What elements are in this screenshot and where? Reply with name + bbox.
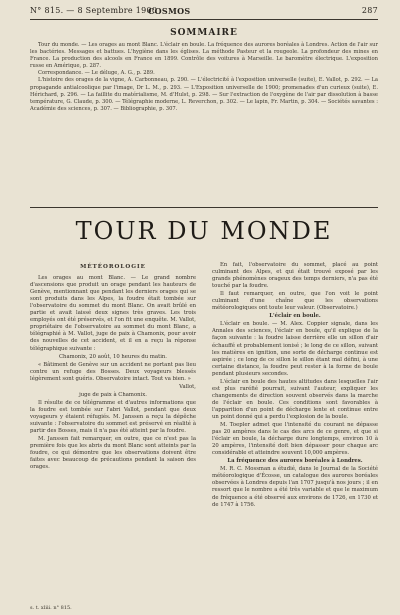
signature: Vallot, (179, 383, 196, 390)
paragraph: En fait, l'observatoire du sommet, placé au point culminant des Alpes, et qui était trouvé exposé par les grands phénomènes orageux des temps derniers, n'a pas été touché par la foudre. (212, 262, 378, 290)
subheading: L'éclair en boule. (269, 313, 321, 320)
issue-number: N° 815. — 8 Septembre 1900 (30, 6, 158, 15)
left-column (30, 262, 196, 472)
journal-name: COSMOS (148, 6, 191, 16)
right-column (212, 262, 378, 510)
subheading: La fréquence des aurores boréales à Londres. (227, 458, 363, 465)
paragraph: M. Janssen fait remarquer, en outre, que ce n'est pas la première fois que les abris du mont Blanc sont atteints par la foudre, ce qui démontre que les observations doivent être faites avec beaucoup de précautions pendant la saison des orages. (30, 436, 196, 471)
sommaire-paragraph: Tour du monde. — Les orages au mont Blanc. L'éclair en boule. La fréquence des aurores boréales à Londres. Action de l'air sur les bactéries. Messages et battues. L'hygiène dans les églises. La méthode Pasteur et la rougeole. La profondeur des mines en France. La production des alcools en France en 1899. Contrôle des voitures à Marseille. Le baromètre électrique. L'exposition russe en Amérique, p. 287. (30, 42, 378, 70)
header-rule (30, 19, 378, 20)
sommaire-body (30, 42, 378, 113)
page-number: 287 (361, 6, 378, 15)
paragraph: Il faut remarquer, en outre, que l'on voit le point culminant d'une chaîne que les observations météorologiques ont toute leur valeur. (Observatoire.) (212, 291, 378, 312)
paragraph: Les orages au mont Blanc. — Le grand nombre d'ascensions que produit un orage pendant les hauteurs de Genève, mentionnant que pendant les derniers orages qui se sont produits dans les Alpes, la foudre était tombée sur l'observatoire du sommet du mont Blanc. On avait brûlé en partie et avait laissé deux signes très graves. Les trois employés ont été préservés, et l'on fit une enquête. M. Vallot, propriétaire de l'observatoire au sommet du mont Blanc, a télégraphié à M. Vallot, juge de paix à Chamonix, pour avoir des nouvelles de cet accident, et il en a reçu la réponse télégraphique suivante : (30, 275, 196, 352)
sommaire-paragraph: Correspondance. — Le déluge, A. G., p. 289. (38, 70, 155, 77)
signature-title: juge de paix à Chamonix. (79, 391, 147, 398)
sommaire-rule (30, 207, 378, 208)
paragraph: L'éclair en boule. — M. Alex. Coppier signale, dans les Annales des sciences, l'éclair en boule, qu'il explique de la façon suivante : la foudre laisse derrière elle un sillon d'air échauffé et probablement ionisé ; le long de ce sillon, suivant les matières en ignition, une sorte de décharge continue est aspirée ; ce long de ce sillon le sillon étant mal défini, à une certaine distance, la foudre peut rester à la forme de boule pendant plusieurs secondes. (212, 321, 378, 377)
paragraph: Il résulte de ce télégramme et d'autres informations que la foudre est tombée sur l'abri Vallot, pendant que deux voyageurs y étaient réfugiés. M. Janssen a reçu la dépêche suivante : l'observatoire du sommet est préservé en réalité à partir des Bosses, mais il n'a pas été atteint par la foudre. (30, 399, 196, 435)
paragraph: Chamonix, 20 août, 10 heures du matin. (58, 353, 167, 360)
sommaire-title: SOMMAIRE (170, 28, 238, 38)
page-footer: s. t. xliii. n° 815. (30, 605, 72, 611)
running-header (30, 6, 378, 18)
section-heading: MÉTÉOROLOGIE (80, 264, 146, 270)
paragraph: M. R. C. Mossman a étudié, dans le Journal de la Société météorologique d'Écosse, un catalogue des aurores boréales observées à Londres depuis l'an 1707 jusqu'à nos jours ; il en ressort que le nombre a été très variable et que le maximum de fréquence a été observé aux environs de 1726, en 1730 et de 1747 à 1756. (212, 466, 378, 508)
paragraph: L'éclair en boule des hautes altitudes dans lesquelles l'air est plus raréfié pourrait, suivant l'auteur, expliquer les changements de direction souvent observés dans la marche de l'éclair en boule. Ces conditions sont favorables à l'apparition d'un point de décharge lente et continue entre un point donné qui a perdu l'explosion de la boule. (212, 378, 378, 420)
paragraph: M. Toepler admet que l'intensité du courant ne dépasse pas 20 ampères dans le cas des arcs de ce genre, et que si l'éclair en boule, la décharge dure longtemps, environ 10 à 20 ampères, l'intensité doit bien dépasser pour chaque arc considérable et atteindre souvent 10,000 ampères. (212, 422, 378, 457)
paragraph: « Bâtiment de Genève sur un accident ne portant pas lieu contre un refuge des Bosses. Deux voyageurs blessés légèrement sont guéris. Observatoire intact. Tout va bien. » (30, 361, 196, 382)
sommaire-paragraph: L'histoire des orages de la vigne, A. Carbonneau, p. 290. — L'électricité à l'exposition universelle (suite), E. Vallot, p. 292. — La propagande antialcoolique par l'image, Dr L. M., p. 293. — L'Exposition universelle de 1900; promenades d'un curieux (suite), E. Hérichard, p. 296. — La faillite du matérialisme, M. d'Hulst, p. 298. — Sur l'extraction de l'oxygène de l'air par dissolution à basse température, G. Claude, p. 300. — Télégraphie moderne, L. Reverchon, p. 302. — Le lapin, Fr. Martin, p. 304. — Sociétés savantes : Académie des sciences, p. 307. — Bibliographie, p. 307. (30, 77, 378, 112)
main-title: TOUR DU MONDE (75, 217, 333, 245)
